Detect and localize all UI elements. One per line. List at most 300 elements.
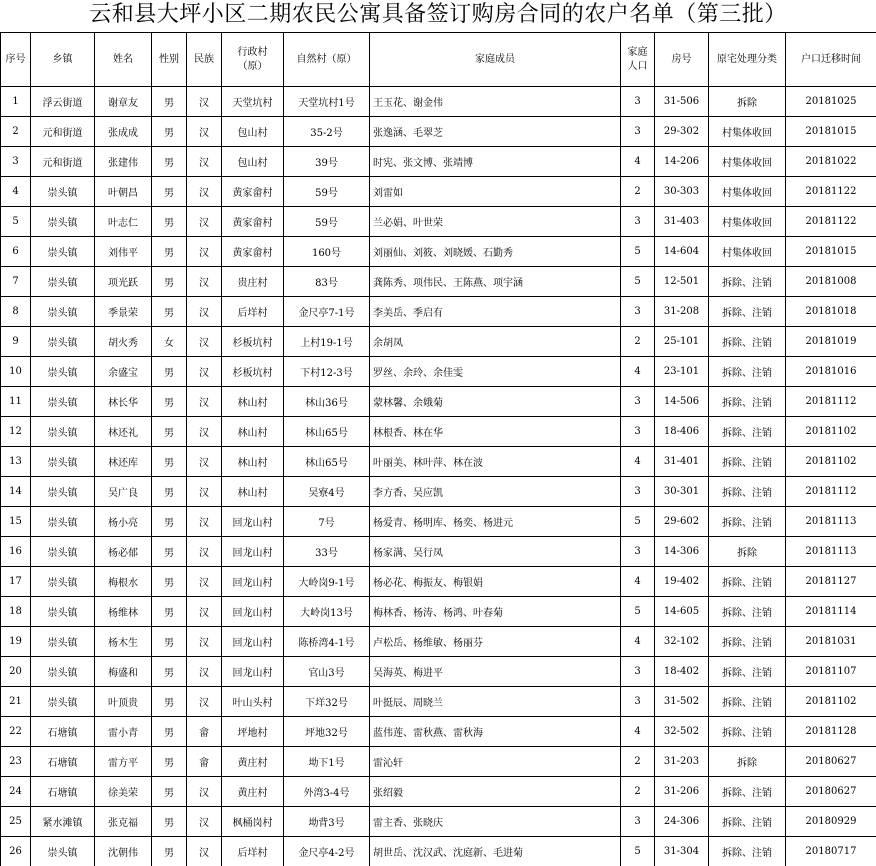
cell-ethnicity: 汉	[187, 657, 222, 687]
cell-disposal: 拆除、注销	[709, 657, 786, 687]
table-row	[1, 357, 876, 387]
cell-admin-village: 天堂坑村	[222, 87, 284, 117]
header-members: 家庭成员	[370, 33, 621, 87]
table-row	[1, 387, 876, 417]
cell-migration: 20181008	[786, 267, 876, 297]
cell-admin-village: 贵庄村	[222, 267, 284, 297]
table-row	[1, 87, 876, 117]
cell-disposal: 拆除	[709, 537, 786, 567]
cell-ethnicity: 汉	[187, 417, 222, 447]
cell-ethnicity: 畲	[187, 717, 222, 747]
header-township: 乡镇	[31, 33, 95, 87]
cell-migration: 20180929	[786, 807, 876, 837]
cell-room: 14-605	[655, 597, 709, 627]
cell-natural-village: 陈桥湾4-1号	[284, 627, 370, 657]
cell-members: 胡世岳、沈汉武、沈庭新、毛进菊	[370, 837, 621, 866]
cell-members: 蒙林馨、余娥菊	[370, 387, 621, 417]
cell-seq: 20	[1, 657, 31, 687]
cell-disposal: 拆除、注销	[709, 267, 786, 297]
cell-name: 项光跃	[95, 267, 152, 297]
cell-room: 31-403	[655, 207, 709, 237]
cell-members: 雷沁轩	[370, 747, 621, 777]
cell-name: 杨木生	[95, 627, 152, 657]
cell-migration: 20181107	[786, 657, 876, 687]
cell-ethnicity: 汉	[187, 627, 222, 657]
cell-room: 24-306	[655, 807, 709, 837]
cell-disposal: 拆除、注销	[709, 447, 786, 477]
cell-ethnicity: 汉	[187, 327, 222, 357]
table-row	[1, 597, 876, 627]
cell-gender: 男	[152, 807, 187, 837]
cell-family-size: 3	[621, 117, 655, 147]
cell-seq: 25	[1, 807, 31, 837]
cell-family-size: 4	[621, 447, 655, 477]
cell-natural-village: 林山65号	[284, 417, 370, 447]
table-body	[1, 87, 876, 866]
cell-family-size: 3	[621, 477, 655, 507]
header-ethnicity: 民族	[187, 33, 222, 87]
cell-township: 崇头镇	[31, 237, 95, 267]
cell-members: 兰必娟、叶世荣	[370, 207, 621, 237]
cell-name: 雷小青	[95, 717, 152, 747]
cell-name: 余盛宝	[95, 357, 152, 387]
header-gender: 性别	[152, 33, 187, 87]
cell-family-size: 4	[621, 567, 655, 597]
cell-members: 梅林香、杨涛、杨鸿、叶春菊	[370, 597, 621, 627]
header-admin-village-line1: 行政村	[238, 47, 268, 58]
cell-family-size: 5	[621, 267, 655, 297]
cell-township: 崇头镇	[31, 537, 95, 567]
cell-ethnicity: 汉	[187, 387, 222, 417]
cell-migration: 20181016	[786, 357, 876, 387]
cell-room: 29-302	[655, 117, 709, 147]
cell-admin-village: 回龙山村	[222, 567, 284, 597]
cell-members: 杨家满、吴行凤	[370, 537, 621, 567]
cell-admin-village: 林山村	[222, 387, 284, 417]
cell-disposal: 拆除、注销	[709, 567, 786, 597]
cell-disposal: 拆除、注销	[709, 297, 786, 327]
cell-name: 杨维林	[95, 597, 152, 627]
cell-township: 崇头镇	[31, 387, 95, 417]
cell-gender: 男	[152, 357, 187, 387]
cell-room: 14-604	[655, 237, 709, 267]
cell-disposal: 村集体收回	[709, 237, 786, 267]
cell-seq: 14	[1, 477, 31, 507]
cell-members: 卢松岳、杨维敏、杨丽芬	[370, 627, 621, 657]
cell-natural-village: 吴寮4号	[284, 477, 370, 507]
table-row	[1, 237, 876, 267]
cell-township: 崇头镇	[31, 417, 95, 447]
cell-name: 雷方平	[95, 747, 152, 777]
cell-migration: 20181015	[786, 117, 876, 147]
table-row	[1, 267, 876, 297]
cell-family-size: 4	[621, 357, 655, 387]
cell-members: 雷主香、张晓庆	[370, 807, 621, 837]
cell-members: 龚陈秀、项伟民、王陈燕、项宇涵	[370, 267, 621, 297]
cell-disposal: 拆除、注销	[709, 807, 786, 837]
cell-migration: 20181102	[786, 447, 876, 477]
cell-seq: 3	[1, 147, 31, 177]
header-admin-village	[222, 33, 284, 87]
cell-members: 林根香、林在华	[370, 417, 621, 447]
table-row	[1, 657, 876, 687]
cell-name: 林长华	[95, 387, 152, 417]
header-family-size-line1: 家庭	[628, 47, 648, 58]
table-row	[1, 147, 876, 177]
cell-disposal: 拆除、注销	[709, 717, 786, 747]
cell-name: 梅根水	[95, 567, 152, 597]
cell-members: 叶挺辰、周晓兰	[370, 687, 621, 717]
cell-seq: 1	[1, 87, 31, 117]
cell-seq: 22	[1, 717, 31, 747]
cell-migration: 20181127	[786, 567, 876, 597]
cell-disposal: 拆除、注销	[709, 627, 786, 657]
table-row	[1, 537, 876, 567]
cell-disposal: 村集体收回	[709, 147, 786, 177]
cell-room: 18-406	[655, 417, 709, 447]
cell-township: 崇头镇	[31, 597, 95, 627]
cell-admin-village: 黄庄村	[222, 777, 284, 807]
cell-seq: 5	[1, 207, 31, 237]
cell-admin-village: 杉板坑村	[222, 327, 284, 357]
cell-seq: 12	[1, 417, 31, 447]
table-row	[1, 747, 876, 777]
cell-room: 32-502	[655, 717, 709, 747]
cell-gender: 男	[152, 747, 187, 777]
cell-migration: 20180627	[786, 747, 876, 777]
cell-room: 23-101	[655, 357, 709, 387]
cell-admin-village: 黄庄村	[222, 747, 284, 777]
cell-natural-village: 160号	[284, 237, 370, 267]
cell-disposal: 拆除、注销	[709, 507, 786, 537]
cell-migration: 20181112	[786, 387, 876, 417]
cell-natural-village: 坪地32号	[284, 717, 370, 747]
table-row	[1, 777, 876, 807]
cell-seq: 6	[1, 237, 31, 267]
table-header-row	[1, 33, 876, 87]
cell-natural-village: 83号	[284, 267, 370, 297]
cell-natural-village: 59号	[284, 177, 370, 207]
cell-migration: 20181031	[786, 627, 876, 657]
cell-family-size: 2	[621, 177, 655, 207]
table-row	[1, 837, 876, 866]
cell-admin-village: 包山村	[222, 147, 284, 177]
cell-family-size: 5	[621, 237, 655, 267]
cell-ethnicity: 汉	[187, 447, 222, 477]
cell-gender: 男	[152, 717, 187, 747]
cell-admin-village: 杉板坑村	[222, 357, 284, 387]
cell-seq: 19	[1, 627, 31, 657]
header-name: 姓名	[95, 33, 152, 87]
cell-seq: 23	[1, 747, 31, 777]
cell-name: 梅盛和	[95, 657, 152, 687]
cell-natural-village: 官山3号	[284, 657, 370, 687]
table-row	[1, 567, 876, 597]
table-row	[1, 207, 876, 237]
cell-seq: 15	[1, 507, 31, 537]
cell-admin-village: 回龙山村	[222, 657, 284, 687]
cell-name: 叶顶贵	[95, 687, 152, 717]
cell-disposal: 拆除、注销	[709, 687, 786, 717]
table-row	[1, 627, 876, 657]
cell-seq: 26	[1, 837, 31, 866]
cell-township: 崇头镇	[31, 687, 95, 717]
cell-township: 紧水滩镇	[31, 807, 95, 837]
cell-name: 林还礼	[95, 417, 152, 447]
cell-natural-village: 大岭岗13号	[284, 597, 370, 627]
cell-natural-village: 金尺亭4-2号	[284, 837, 370, 866]
cell-family-size: 5	[621, 597, 655, 627]
cell-family-size: 2	[621, 327, 655, 357]
cell-gender: 男	[152, 417, 187, 447]
cell-seq: 11	[1, 387, 31, 417]
cell-admin-village: 后垟村	[222, 837, 284, 866]
cell-ethnicity: 汉	[187, 87, 222, 117]
cell-admin-village: 黄家畲村	[222, 207, 284, 237]
cell-members: 蓝伟莲、雷秋燕、雷秋海	[370, 717, 621, 747]
header-seq: 序号	[1, 33, 31, 87]
cell-room: 18-402	[655, 657, 709, 687]
table-row	[1, 117, 876, 147]
cell-name: 张成成	[95, 117, 152, 147]
cell-seq: 8	[1, 297, 31, 327]
cell-natural-village: 上村19-1号	[284, 327, 370, 357]
cell-ethnicity: 汉	[187, 687, 222, 717]
cell-members: 李方香、吴应凯	[370, 477, 621, 507]
cell-room: 25-101	[655, 327, 709, 357]
header-natural-village: 自然村（原）	[284, 33, 370, 87]
cell-family-size: 4	[621, 717, 655, 747]
cell-township: 崇头镇	[31, 267, 95, 297]
cell-natural-village: 35-2号	[284, 117, 370, 147]
cell-disposal: 拆除、注销	[709, 417, 786, 447]
cell-migration: 20181122	[786, 177, 876, 207]
cell-migration: 20181113	[786, 537, 876, 567]
cell-room: 14-206	[655, 147, 709, 177]
table-row	[1, 507, 876, 537]
cell-migration: 20181022	[786, 147, 876, 177]
cell-gender: 男	[152, 297, 187, 327]
cell-disposal: 拆除、注销	[709, 327, 786, 357]
cell-room: 31-206	[655, 777, 709, 807]
cell-name: 杨必郁	[95, 537, 152, 567]
cell-natural-village: 59号	[284, 207, 370, 237]
cell-natural-village: 坳背3号	[284, 807, 370, 837]
table-row	[1, 717, 876, 747]
cell-ethnicity: 汉	[187, 117, 222, 147]
cell-ethnicity: 汉	[187, 537, 222, 567]
cell-seq: 16	[1, 537, 31, 567]
cell-admin-village: 黄家畲村	[222, 177, 284, 207]
cell-name: 徐美荣	[95, 777, 152, 807]
cell-gender: 男	[152, 777, 187, 807]
cell-family-size: 4	[621, 627, 655, 657]
cell-members: 张绍毅	[370, 777, 621, 807]
cell-room: 29-602	[655, 507, 709, 537]
cell-ethnicity: 汉	[187, 807, 222, 837]
cell-room: 31-208	[655, 297, 709, 327]
cell-township: 浮云街道	[31, 87, 95, 117]
cell-migration: 20181018	[786, 297, 876, 327]
cell-gender: 男	[152, 87, 187, 117]
cell-members: 李美岳、季启有	[370, 297, 621, 327]
cell-family-size: 3	[621, 537, 655, 567]
cell-disposal: 村集体收回	[709, 117, 786, 147]
cell-room: 30-303	[655, 177, 709, 207]
cell-name: 张建伟	[95, 147, 152, 177]
cell-natural-village: 大岭岗9-1号	[284, 567, 370, 597]
cell-family-size: 3	[621, 417, 655, 447]
cell-natural-village: 林山36号	[284, 387, 370, 417]
cell-name: 叶朝昌	[95, 177, 152, 207]
cell-gender: 男	[152, 387, 187, 417]
cell-family-size: 4	[621, 147, 655, 177]
header-family-size-line2: 人口	[628, 61, 648, 72]
cell-township: 崇头镇	[31, 177, 95, 207]
cell-admin-village: 叶山头村	[222, 687, 284, 717]
cell-township: 石塘镇	[31, 777, 95, 807]
cell-family-size: 5	[621, 837, 655, 866]
cell-ethnicity: 汉	[187, 567, 222, 597]
cell-natural-village: 39号	[284, 147, 370, 177]
cell-seq: 17	[1, 567, 31, 597]
cell-family-size: 3	[621, 207, 655, 237]
cell-township: 元和街道	[31, 147, 95, 177]
cell-gender: 男	[152, 657, 187, 687]
cell-ethnicity: 汉	[187, 357, 222, 387]
cell-admin-village: 回龙山村	[222, 537, 284, 567]
table-row	[1, 807, 876, 837]
cell-disposal: 村集体收回	[709, 177, 786, 207]
table-row	[1, 447, 876, 477]
cell-migration: 20181102	[786, 417, 876, 447]
cell-name: 杨小亮	[95, 507, 152, 537]
cell-township: 崇头镇	[31, 507, 95, 537]
cell-gender: 男	[152, 447, 187, 477]
header-admin-village-line2: （原）	[238, 61, 268, 72]
cell-natural-village: 金尺亭7-1号	[284, 297, 370, 327]
cell-name: 沈朝伟	[95, 837, 152, 866]
cell-gender: 男	[152, 177, 187, 207]
cell-seq: 4	[1, 177, 31, 207]
cell-disposal: 拆除、注销	[709, 477, 786, 507]
cell-ethnicity: 汉	[187, 837, 222, 866]
cell-room: 31-401	[655, 447, 709, 477]
cell-gender: 男	[152, 207, 187, 237]
table-row	[1, 417, 876, 447]
cell-name: 张克福	[95, 807, 152, 837]
cell-township: 崇头镇	[31, 207, 95, 237]
cell-migration: 20181113	[786, 507, 876, 537]
cell-members: 罗丝、余玲、余佳雯	[370, 357, 621, 387]
cell-natural-village: 下垟32号	[284, 687, 370, 717]
cell-seq: 9	[1, 327, 31, 357]
cell-seq: 24	[1, 777, 31, 807]
cell-ethnicity: 汉	[187, 207, 222, 237]
cell-family-size: 3	[621, 657, 655, 687]
cell-migration: 20180627	[786, 777, 876, 807]
cell-name: 吴广良	[95, 477, 152, 507]
header-family-size	[621, 33, 655, 87]
cell-members: 吴海英、梅进平	[370, 657, 621, 687]
cell-room: 14-506	[655, 387, 709, 417]
cell-room: 14-306	[655, 537, 709, 567]
cell-ethnicity: 汉	[187, 507, 222, 537]
cell-room: 31-502	[655, 687, 709, 717]
cell-admin-village: 回龙山村	[222, 627, 284, 657]
cell-admin-village: 林山村	[222, 417, 284, 447]
cell-township: 崇头镇	[31, 627, 95, 657]
cell-natural-village: 33号	[284, 537, 370, 567]
cell-family-size: 3	[621, 387, 655, 417]
cell-ethnicity: 汉	[187, 237, 222, 267]
cell-gender: 男	[152, 507, 187, 537]
table-row	[1, 297, 876, 327]
cell-name: 刘伟平	[95, 237, 152, 267]
cell-admin-village: 包山村	[222, 117, 284, 147]
cell-township: 崇头镇	[31, 447, 95, 477]
cell-natural-village: 下村12-3号	[284, 357, 370, 387]
cell-migration: 20181112	[786, 477, 876, 507]
cell-admin-village: 林山村	[222, 447, 284, 477]
cell-gender: 女	[152, 327, 187, 357]
cell-disposal: 拆除、注销	[709, 837, 786, 866]
header-disposal: 原宅处理分类	[709, 33, 786, 87]
header-migration: 户口迁移时间	[786, 33, 876, 87]
cell-disposal: 村集体收回	[709, 207, 786, 237]
cell-family-size: 3	[621, 687, 655, 717]
cell-seq: 2	[1, 117, 31, 147]
cell-gender: 男	[152, 267, 187, 297]
cell-name: 林还库	[95, 447, 152, 477]
cell-township: 石塘镇	[31, 717, 95, 747]
cell-natural-village: 林山65号	[284, 447, 370, 477]
cell-members: 刘丽仙、刘筱、刘晓媛、石勤秀	[370, 237, 621, 267]
cell-migration: 20181122	[786, 207, 876, 237]
cell-disposal: 拆除、注销	[709, 387, 786, 417]
cell-members: 刘雷如	[370, 177, 621, 207]
cell-ethnicity: 汉	[187, 477, 222, 507]
table-row	[1, 477, 876, 507]
cell-ethnicity: 汉	[187, 267, 222, 297]
cell-seq: 10	[1, 357, 31, 387]
cell-ethnicity: 汉	[187, 597, 222, 627]
cell-admin-village: 枫桶岗村	[222, 807, 284, 837]
cell-seq: 13	[1, 447, 31, 477]
table-row	[1, 327, 876, 357]
cell-admin-village: 黄家畲村	[222, 237, 284, 267]
cell-disposal: 拆除、注销	[709, 777, 786, 807]
table-row	[1, 687, 876, 717]
cell-seq: 7	[1, 267, 31, 297]
cell-disposal: 拆除、注销	[709, 357, 786, 387]
cell-ethnicity: 汉	[187, 147, 222, 177]
cell-room: 31-506	[655, 87, 709, 117]
cell-migration: 20181019	[786, 327, 876, 357]
cell-room: 12-501	[655, 267, 709, 297]
cell-room: 19-402	[655, 567, 709, 597]
cell-room: 32-102	[655, 627, 709, 657]
cell-township: 崇头镇	[31, 837, 95, 866]
cell-room: 31-304	[655, 837, 709, 866]
cell-family-size: 3	[621, 807, 655, 837]
cell-gender: 男	[152, 597, 187, 627]
cell-members: 张逸涵、毛翠芝	[370, 117, 621, 147]
cell-room: 31-203	[655, 747, 709, 777]
cell-name: 季景荣	[95, 297, 152, 327]
cell-seq: 21	[1, 687, 31, 717]
cell-members: 杨必花、梅振友、梅银娟	[370, 567, 621, 597]
